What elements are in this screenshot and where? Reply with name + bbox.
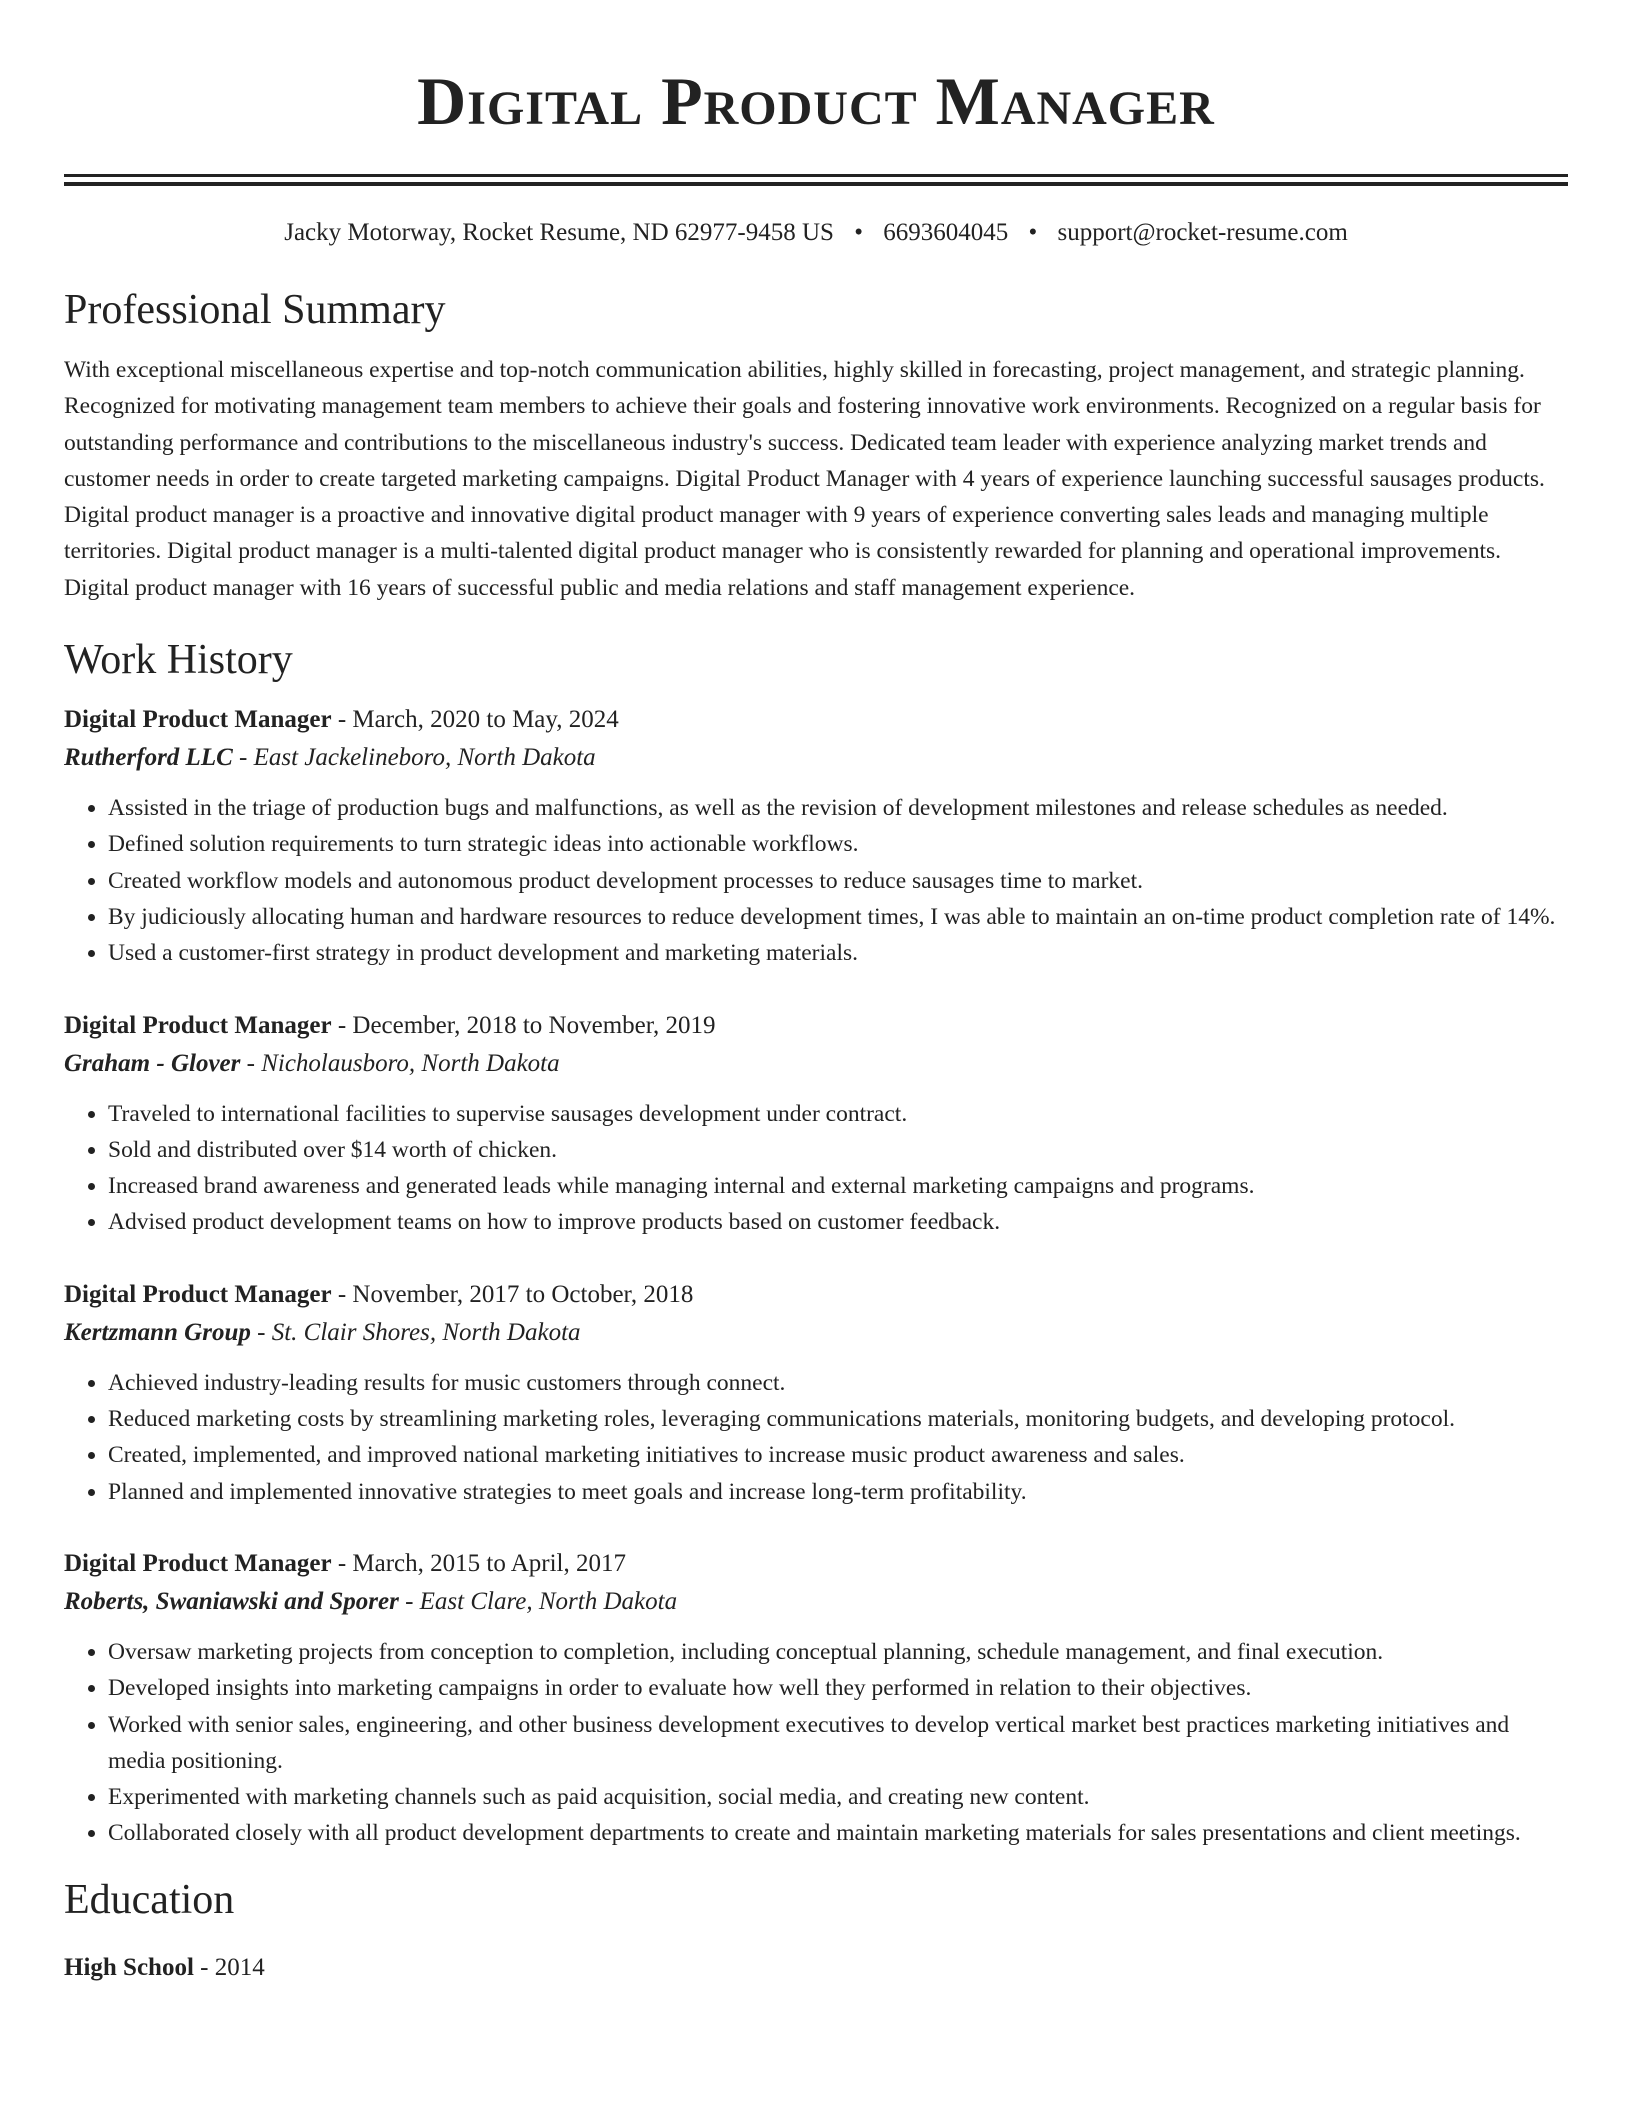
contact-address: Jacky Motorway, Rocket Resume, ND 62977-9458 US	[284, 219, 834, 246]
job-location: - East Jackelineboro, North Dakota	[232, 744, 596, 772]
education-degree: High School	[64, 1953, 194, 1981]
contact-email: support@rocket-resume.com	[1057, 219, 1348, 246]
job-bullets	[64, 790, 1568, 971]
job-bullet: • Increased brand awareness and generated leads while managing internal and external marketing campaigns and programs.	[108, 1168, 1568, 1204]
job-bullet: • Achieved industry-leading results for music customers through connect.	[108, 1365, 1568, 1401]
job-bullet: • Used a customer-first strategy in product development and marketing materials.	[108, 935, 1568, 971]
job-dates: - March, 2015 to April, 2017	[331, 1549, 626, 1577]
job-company-line	[64, 1582, 1568, 1622]
job-bullet: • Created, implemented, and improved national marketing initiatives to increase music product awareness and sales.	[108, 1437, 1568, 1473]
job-bullet: • Developed insights into marketing campaigns in order to evaluate how well they performed in relation to their objectives.	[108, 1670, 1568, 1706]
job-bullet: • Defined solution requirements to turn strategic ideas into actionable workflows.	[108, 826, 1568, 862]
job-bullet: • Created workflow models and autonomous product development processes to reduce sausages time to market.	[108, 863, 1568, 899]
job-title-line	[64, 702, 1568, 738]
summary-heading: Professional Summary	[64, 287, 446, 333]
contact-line	[64, 216, 1568, 250]
job-entry	[64, 1546, 1568, 1852]
job-bullet: • Planned and implemented innovative strategies to meet goals and increase long-term profitability.	[108, 1474, 1568, 1510]
summary-text: With exceptional miscellaneous expertise and top-notch communication abilities, highly skilled in forecasting, project management, and strategic planning. Recognized for motivating management team members to achieve their goals and fostering innovative work environments. Recognized on a regular basis for outstanding performance and contributions to the miscellaneous industry's success. Dedicated team leader with experience analyzing market trends and customer needs in order to create targeted marketing campaigns. Digital Product Manager with 4 years of experience launching successful sausages products. Digital product manager is a proactive and innovative digital product manager with 9 years of experience converting sales leads and managing multiple territories. Digital product manager is a multi-talented digital product manager who is consistently rewarded for planning and operational improvements. Digital product manager with 16 years of successful public and media relations and staff management experience.	[64, 357, 1545, 601]
title-divider	[64, 174, 1568, 186]
job-title-line	[64, 1546, 1568, 1582]
contact-separator: •	[854, 219, 863, 246]
resume-title: Digital Product Manager	[417, 63, 1215, 139]
job-dates: - March, 2020 to May, 2024	[331, 706, 619, 734]
job-company: Roberts, Swaniawski and Sporer	[64, 1587, 399, 1615]
job-bullet: • Assisted in the triage of production bugs and malfunctions, as well as the revision of development milestones and release schedules as needed.	[108, 790, 1568, 826]
education-year: - 2014	[193, 1953, 265, 1981]
job-bullet: • Worked with senior sales, engineering, and other business development executives to develop vertical market best practices marketing initiatives and media positioning.	[108, 1707, 1568, 1780]
job-role: Digital Product Manager	[64, 1549, 332, 1577]
job-bullet: • Traveled to international facilities to supervise sausages development under contract.	[108, 1096, 1568, 1132]
job-bullet: • Experimented with marketing channels such as paid acquisition, social media, and creating new content.	[108, 1779, 1568, 1815]
education-heading: Education	[64, 1876, 235, 1923]
job-role: Digital Product Manager	[64, 706, 332, 734]
job-location: - East Clare, North Dakota	[398, 1587, 678, 1615]
job-entry	[64, 702, 1568, 971]
job-bullet: • Sold and distributed over $14 worth of chicken.	[108, 1132, 1568, 1168]
work-history-heading: Work History	[64, 637, 293, 684]
job-location: - St. Clair Shores, North Dakota	[250, 1318, 581, 1346]
education-entry	[64, 1950, 1568, 1986]
job-location: - Nicholausboro, North Dakota	[240, 1049, 560, 1077]
job-bullet: • Advised product development teams on how to improve products based on customer feedback.	[108, 1204, 1568, 1240]
job-bullets	[64, 1634, 1568, 1852]
job-company: Graham - Glover	[64, 1049, 241, 1077]
job-bullet: • Collaborated closely with all product development departments to create and maintain marketing materials for sales presentations and client meetings.	[108, 1815, 1568, 1851]
job-company-line	[64, 1044, 1568, 1084]
contact-phone: 6693604045	[883, 219, 1009, 246]
job-title-line	[64, 1277, 1568, 1313]
job-company-line	[64, 1313, 1568, 1353]
job-entry	[64, 1008, 1568, 1241]
contact-separator: •	[1028, 219, 1038, 246]
job-bullets	[64, 1365, 1568, 1510]
job-company: Rutherford LLC	[64, 744, 233, 772]
job-entry	[64, 1277, 1568, 1510]
job-bullet: • Reduced marketing costs by streamlining marketing roles, leveraging communications materials, monitoring budgets, and developing protocol.	[108, 1401, 1568, 1437]
job-title-line	[64, 1008, 1568, 1044]
job-bullet: • Oversaw marketing projects from conception to completion, including conceptual planning, schedule management, and final execution.	[108, 1634, 1568, 1670]
job-bullets	[64, 1096, 1568, 1241]
job-dates: - November, 2017 to October, 2018	[331, 1280, 694, 1308]
job-bullet: • By judiciously allocating human and hardware resources to reduce development times, I was able to maintain an on-time product completion rate of 14%.	[108, 899, 1568, 935]
job-role: Digital Product Manager	[64, 1280, 332, 1308]
job-dates: - December, 2018 to November, 2019	[331, 1011, 716, 1039]
job-company: Kertzmann Group	[64, 1318, 251, 1346]
job-company-line	[64, 738, 1568, 778]
job-role: Digital Product Manager	[64, 1011, 332, 1039]
